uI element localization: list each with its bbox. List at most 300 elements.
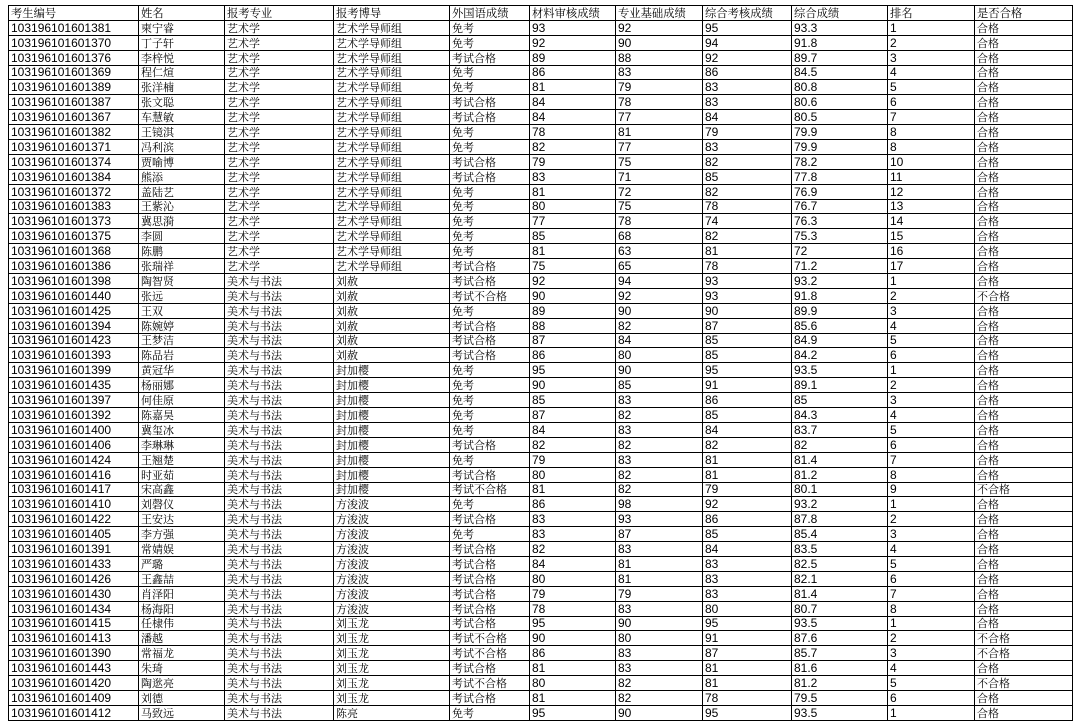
cell-comprehensive-assessment: 84 <box>703 422 792 437</box>
cell-major: 艺术学 <box>225 229 334 244</box>
cell-supervisor: 刘赦 <box>334 288 450 303</box>
cell-foreign-language: 免考 <box>450 35 530 50</box>
cell-major: 美术与书法 <box>225 616 334 631</box>
cell-comprehensive-assessment: 84 <box>703 542 792 557</box>
cell-candidate-id: 103196101601443 <box>9 661 139 676</box>
cell-supervisor: 方浚波 <box>334 527 450 542</box>
cell-name: 丁子轩 <box>139 35 225 50</box>
cell-rank: 4 <box>888 542 975 557</box>
cell-rank: 8 <box>888 125 975 140</box>
cell-overall-score: 80.8 <box>792 80 888 95</box>
cell-major: 美术与书法 <box>225 631 334 646</box>
table-row <box>9 408 1073 423</box>
cell-foreign-language: 考试合格 <box>450 318 530 333</box>
cell-candidate-id: 103196101601424 <box>9 452 139 467</box>
cell-foreign-language: 考试合格 <box>450 542 530 557</box>
cell-rank: 3 <box>888 393 975 408</box>
table-row <box>9 542 1073 557</box>
cell-foreign-language: 免考 <box>450 140 530 155</box>
cell-foreign-language: 免考 <box>450 303 530 318</box>
cell-professional-basics: 79 <box>616 80 703 95</box>
table-row <box>9 646 1073 661</box>
cell-material-review: 84 <box>530 110 616 125</box>
cell-professional-basics: 84 <box>616 333 703 348</box>
cell-supervisor: 方浚波 <box>334 497 450 512</box>
cell-candidate-id: 103196101601393 <box>9 348 139 363</box>
cell-major: 艺术学 <box>225 140 334 155</box>
cell-qualified: 合格 <box>975 199 1073 214</box>
cell-major: 美术与书法 <box>225 646 334 661</box>
cell-name: 马致远 <box>139 705 225 720</box>
cell-material-review: 80 <box>530 467 616 482</box>
cell-candidate-id: 103196101601383 <box>9 199 139 214</box>
cell-name: 熊添 <box>139 169 225 184</box>
cell-comprehensive-assessment: 85 <box>703 408 792 423</box>
cell-comprehensive-assessment: 95 <box>703 20 792 35</box>
cell-comprehensive-assessment: 95 <box>703 705 792 720</box>
cell-material-review: 79 <box>530 154 616 169</box>
cell-rank: 2 <box>888 35 975 50</box>
cell-overall-score: 80.1 <box>792 482 888 497</box>
cell-foreign-language: 考试不合格 <box>450 482 530 497</box>
cell-major: 美术与书法 <box>225 422 334 437</box>
cell-qualified: 合格 <box>975 140 1073 155</box>
cell-overall-score: 93.2 <box>792 274 888 289</box>
table-row <box>9 512 1073 527</box>
cell-foreign-language: 考试合格 <box>450 50 530 65</box>
cell-candidate-id: 103196101601420 <box>9 676 139 691</box>
cell-foreign-language: 免考 <box>450 214 530 229</box>
cell-overall-score: 77.8 <box>792 169 888 184</box>
cell-comprehensive-assessment: 86 <box>703 512 792 527</box>
cell-professional-basics: 90 <box>616 616 703 631</box>
cell-overall-score: 93.5 <box>792 363 888 378</box>
cell-candidate-id: 103196101601371 <box>9 140 139 155</box>
cell-rank: 5 <box>888 556 975 571</box>
cell-foreign-language: 考试合格 <box>450 616 530 631</box>
cell-name: 宋高鑫 <box>139 482 225 497</box>
cell-name: 刘德 <box>139 690 225 705</box>
cell-candidate-id: 103196101601373 <box>9 214 139 229</box>
cell-overall-score: 71.2 <box>792 259 888 274</box>
cell-candidate-id: 103196101601397 <box>9 393 139 408</box>
cell-candidate-id: 103196101601412 <box>9 705 139 720</box>
cell-supervisor: 艺术学导师组 <box>334 244 450 259</box>
cell-material-review: 95 <box>530 705 616 720</box>
cell-comprehensive-assessment: 78 <box>703 259 792 274</box>
cell-qualified: 合格 <box>975 95 1073 110</box>
cell-name: 李方强 <box>139 527 225 542</box>
cell-comprehensive-assessment: 79 <box>703 125 792 140</box>
cell-supervisor: 刘赦 <box>334 303 450 318</box>
cell-comprehensive-assessment: 92 <box>703 497 792 512</box>
cell-qualified: 合格 <box>975 601 1073 616</box>
cell-rank: 3 <box>888 527 975 542</box>
cell-overall-score: 84.2 <box>792 348 888 363</box>
cell-comprehensive-assessment: 74 <box>703 214 792 229</box>
cell-candidate-id: 103196101601433 <box>9 556 139 571</box>
cell-supervisor: 艺术学导师组 <box>334 110 450 125</box>
cell-name: 王梦洁 <box>139 333 225 348</box>
cell-supervisor: 封加樱 <box>334 452 450 467</box>
cell-professional-basics: 79 <box>616 586 703 601</box>
header-qualified: 是否合格 <box>975 6 1073 21</box>
cell-name: 张远 <box>139 288 225 303</box>
cell-name: 李梓悦 <box>139 50 225 65</box>
cell-qualified: 合格 <box>975 20 1073 35</box>
cell-supervisor: 艺术学导师组 <box>334 199 450 214</box>
cell-overall-score: 72 <box>792 244 888 259</box>
cell-material-review: 89 <box>530 303 616 318</box>
cell-foreign-language: 免考 <box>450 80 530 95</box>
cell-qualified: 合格 <box>975 467 1073 482</box>
cell-rank: 1 <box>888 274 975 289</box>
cell-rank: 3 <box>888 50 975 65</box>
table-row <box>9 214 1073 229</box>
table-row <box>9 497 1073 512</box>
cell-overall-score: 82.5 <box>792 556 888 571</box>
cell-professional-basics: 75 <box>616 199 703 214</box>
cell-major: 美术与书法 <box>225 288 334 303</box>
cell-overall-score: 87.6 <box>792 631 888 646</box>
cell-foreign-language: 免考 <box>450 199 530 214</box>
cell-qualified: 合格 <box>975 303 1073 318</box>
cell-name: 王镜淇 <box>139 125 225 140</box>
cell-professional-basics: 65 <box>616 259 703 274</box>
header-name: 姓名 <box>139 6 225 21</box>
cell-supervisor: 艺术学导师组 <box>334 125 450 140</box>
cell-qualified: 合格 <box>975 705 1073 720</box>
cell-supervisor: 刘玉龙 <box>334 616 450 631</box>
cell-overall-score: 81.4 <box>792 586 888 601</box>
table-row <box>9 661 1073 676</box>
cell-material-review: 87 <box>530 408 616 423</box>
cell-name: 冯利滨 <box>139 140 225 155</box>
cell-professional-basics: 94 <box>616 274 703 289</box>
cell-supervisor: 方浚波 <box>334 512 450 527</box>
cell-rank: 12 <box>888 184 975 199</box>
cell-candidate-id: 103196101601382 <box>9 125 139 140</box>
cell-professional-basics: 77 <box>616 110 703 125</box>
cell-qualified: 合格 <box>975 497 1073 512</box>
cell-major: 美术与书法 <box>225 601 334 616</box>
cell-rank: 4 <box>888 408 975 423</box>
table-row <box>9 393 1073 408</box>
table-row <box>9 184 1073 199</box>
cell-supervisor: 刘玉龙 <box>334 646 450 661</box>
cell-material-review: 84 <box>530 556 616 571</box>
cell-rank: 16 <box>888 244 975 259</box>
cell-major: 艺术学 <box>225 110 334 125</box>
cell-overall-score: 89.7 <box>792 50 888 65</box>
cell-professional-basics: 93 <box>616 512 703 527</box>
cell-professional-basics: 83 <box>616 65 703 80</box>
cell-candidate-id: 103196101601372 <box>9 184 139 199</box>
cell-overall-score: 76.7 <box>792 199 888 214</box>
cell-foreign-language: 考试合格 <box>450 169 530 184</box>
cell-candidate-id: 103196101601400 <box>9 422 139 437</box>
cell-comprehensive-assessment: 81 <box>703 676 792 691</box>
cell-candidate-id: 103196101601405 <box>9 527 139 542</box>
cell-rank: 14 <box>888 214 975 229</box>
cell-major: 艺术学 <box>225 95 334 110</box>
cell-qualified: 合格 <box>975 110 1073 125</box>
cell-candidate-id: 103196101601375 <box>9 229 139 244</box>
cell-foreign-language: 考试合格 <box>450 601 530 616</box>
cell-candidate-id: 103196101601416 <box>9 467 139 482</box>
cell-overall-score: 85 <box>792 393 888 408</box>
cell-overall-score: 82 <box>792 437 888 452</box>
header-row <box>9 6 1073 21</box>
cell-overall-score: 85.7 <box>792 646 888 661</box>
cell-material-review: 80 <box>530 571 616 586</box>
cell-comprehensive-assessment: 81 <box>703 244 792 259</box>
cell-foreign-language: 免考 <box>450 497 530 512</box>
cell-overall-score: 93.5 <box>792 705 888 720</box>
cell-material-review: 86 <box>530 348 616 363</box>
cell-name: 陈品岩 <box>139 348 225 363</box>
cell-qualified: 合格 <box>975 586 1073 601</box>
cell-candidate-id: 103196101601398 <box>9 274 139 289</box>
cell-rank: 6 <box>888 690 975 705</box>
cell-material-review: 92 <box>530 274 616 289</box>
cell-name: 盖陆艺 <box>139 184 225 199</box>
cell-name: 李琳琳 <box>139 437 225 452</box>
cell-professional-basics: 82 <box>616 467 703 482</box>
cell-name: 张文聪 <box>139 95 225 110</box>
cell-supervisor: 艺术学导师组 <box>334 35 450 50</box>
cell-candidate-id: 103196101601417 <box>9 482 139 497</box>
cell-qualified: 合格 <box>975 50 1073 65</box>
cell-candidate-id: 103196101601399 <box>9 363 139 378</box>
cell-supervisor: 刘玉龙 <box>334 631 450 646</box>
cell-overall-score: 93.3 <box>792 20 888 35</box>
cell-comprehensive-assessment: 82 <box>703 437 792 452</box>
cell-rank: 1 <box>888 363 975 378</box>
cell-candidate-id: 103196101601387 <box>9 95 139 110</box>
cell-comprehensive-assessment: 83 <box>703 95 792 110</box>
cell-comprehensive-assessment: 83 <box>703 571 792 586</box>
cell-supervisor: 方浚波 <box>334 586 450 601</box>
cell-professional-basics: 82 <box>616 676 703 691</box>
cell-professional-basics: 98 <box>616 497 703 512</box>
cell-supervisor: 封加樱 <box>334 378 450 393</box>
cell-overall-score: 80.6 <box>792 95 888 110</box>
cell-supervisor: 刘赦 <box>334 274 450 289</box>
table-row <box>9 631 1073 646</box>
cell-foreign-language: 考试合格 <box>450 95 530 110</box>
cell-foreign-language: 免考 <box>450 184 530 199</box>
header-comprehensive-assessment: 综合考核成绩 <box>703 6 792 21</box>
cell-material-review: 80 <box>530 676 616 691</box>
table-row <box>9 467 1073 482</box>
table-row <box>9 303 1073 318</box>
cell-rank: 7 <box>888 586 975 601</box>
cell-comprehensive-assessment: 85 <box>703 333 792 348</box>
cell-material-review: 83 <box>530 512 616 527</box>
cell-comprehensive-assessment: 83 <box>703 586 792 601</box>
cell-supervisor: 艺术学导师组 <box>334 80 450 95</box>
cell-major: 美术与书法 <box>225 690 334 705</box>
cell-qualified: 不合格 <box>975 646 1073 661</box>
table-row <box>9 80 1073 95</box>
cell-material-review: 81 <box>530 184 616 199</box>
cell-overall-score: 85.4 <box>792 527 888 542</box>
cell-material-review: 86 <box>530 646 616 661</box>
cell-comprehensive-assessment: 90 <box>703 303 792 318</box>
cell-comprehensive-assessment: 95 <box>703 616 792 631</box>
cell-foreign-language: 考试不合格 <box>450 676 530 691</box>
cell-comprehensive-assessment: 86 <box>703 65 792 80</box>
table-row <box>9 452 1073 467</box>
cell-qualified: 合格 <box>975 169 1073 184</box>
cell-supervisor: 艺术学导师组 <box>334 169 450 184</box>
cell-rank: 7 <box>888 452 975 467</box>
cell-qualified: 合格 <box>975 348 1073 363</box>
cell-overall-score: 76.3 <box>792 214 888 229</box>
cell-candidate-id: 103196101601413 <box>9 631 139 646</box>
cell-material-review: 78 <box>530 125 616 140</box>
cell-name: 王紫沁 <box>139 199 225 214</box>
cell-rank: 5 <box>888 333 975 348</box>
header-material-review: 材料审核成绩 <box>530 6 616 21</box>
cell-rank: 15 <box>888 229 975 244</box>
cell-material-review: 87 <box>530 333 616 348</box>
cell-candidate-id: 103196101601390 <box>9 646 139 661</box>
table-row <box>9 363 1073 378</box>
cell-qualified: 合格 <box>975 363 1073 378</box>
cell-material-review: 78 <box>530 601 616 616</box>
cell-candidate-id: 103196101601430 <box>9 586 139 601</box>
cell-rank: 8 <box>888 601 975 616</box>
cell-qualified: 合格 <box>975 274 1073 289</box>
cell-professional-basics: 81 <box>616 571 703 586</box>
cell-professional-basics: 63 <box>616 244 703 259</box>
cell-supervisor: 刘赦 <box>334 318 450 333</box>
cell-major: 美术与书法 <box>225 393 334 408</box>
cell-material-review: 82 <box>530 140 616 155</box>
cell-qualified: 合格 <box>975 393 1073 408</box>
cell-professional-basics: 90 <box>616 303 703 318</box>
cell-comprehensive-assessment: 82 <box>703 229 792 244</box>
table-row <box>9 20 1073 35</box>
table-row <box>9 378 1073 393</box>
cell-candidate-id: 103196101601406 <box>9 437 139 452</box>
table-row <box>9 527 1073 542</box>
cell-rank: 1 <box>888 20 975 35</box>
header-professional-basics: 专业基础成绩 <box>616 6 703 21</box>
cell-qualified: 合格 <box>975 542 1073 557</box>
cell-name: 肖泽阳 <box>139 586 225 601</box>
cell-material-review: 90 <box>530 378 616 393</box>
cell-major: 美术与书法 <box>225 437 334 452</box>
cell-qualified: 不合格 <box>975 482 1073 497</box>
cell-material-review: 81 <box>530 661 616 676</box>
cell-material-review: 77 <box>530 214 616 229</box>
cell-overall-score: 84.9 <box>792 333 888 348</box>
cell-supervisor: 艺术学导师组 <box>334 140 450 155</box>
cell-name: 贾喻博 <box>139 154 225 169</box>
cell-overall-score: 81.2 <box>792 676 888 691</box>
cell-name: 张洋楠 <box>139 80 225 95</box>
cell-supervisor: 方浚波 <box>334 556 450 571</box>
cell-professional-basics: 83 <box>616 452 703 467</box>
cell-major: 艺术学 <box>225 184 334 199</box>
cell-professional-basics: 83 <box>616 422 703 437</box>
cell-major: 艺术学 <box>225 20 334 35</box>
cell-rank: 1 <box>888 705 975 720</box>
cell-major: 美术与书法 <box>225 378 334 393</box>
cell-supervisor: 艺术学导师组 <box>334 20 450 35</box>
cell-comprehensive-assessment: 85 <box>703 527 792 542</box>
cell-supervisor: 封加樱 <box>334 482 450 497</box>
cell-foreign-language: 考试合格 <box>450 110 530 125</box>
cell-foreign-language: 考试合格 <box>450 154 530 169</box>
cell-rank: 3 <box>888 646 975 661</box>
cell-name: 何佳原 <box>139 393 225 408</box>
cell-rank: 7 <box>888 110 975 125</box>
cell-supervisor: 封加樱 <box>334 422 450 437</box>
cell-major: 美术与书法 <box>225 705 334 720</box>
cell-name: 车慧敏 <box>139 110 225 125</box>
cell-foreign-language: 考试不合格 <box>450 646 530 661</box>
cell-comprehensive-assessment: 92 <box>703 50 792 65</box>
table-row <box>9 437 1073 452</box>
cell-rank: 17 <box>888 259 975 274</box>
cell-major: 美术与书法 <box>225 363 334 378</box>
cell-major: 美术与书法 <box>225 556 334 571</box>
table-row <box>9 556 1073 571</box>
cell-qualified: 合格 <box>975 378 1073 393</box>
cell-overall-score: 76.9 <box>792 184 888 199</box>
cell-professional-basics: 90 <box>616 705 703 720</box>
cell-name: 冀玺冰 <box>139 422 225 437</box>
cell-candidate-id: 103196101601369 <box>9 65 139 80</box>
cell-major: 艺术学 <box>225 244 334 259</box>
cell-material-review: 81 <box>530 244 616 259</box>
cell-overall-score: 79.9 <box>792 140 888 155</box>
cell-qualified: 合格 <box>975 690 1073 705</box>
cell-foreign-language: 考试合格 <box>450 274 530 289</box>
cell-material-review: 83 <box>530 527 616 542</box>
cell-name: 王安达 <box>139 512 225 527</box>
cell-rank: 2 <box>888 512 975 527</box>
cell-candidate-id: 103196101601392 <box>9 408 139 423</box>
cell-overall-score: 93.5 <box>792 616 888 631</box>
cell-professional-basics: 77 <box>616 140 703 155</box>
cell-material-review: 84 <box>530 422 616 437</box>
cell-candidate-id: 103196101601440 <box>9 288 139 303</box>
cell-overall-score: 83.5 <box>792 542 888 557</box>
cell-rank: 2 <box>888 288 975 303</box>
cell-name: 黄冠华 <box>139 363 225 378</box>
cell-qualified: 合格 <box>975 184 1073 199</box>
cell-qualified: 合格 <box>975 556 1073 571</box>
cell-material-review: 82 <box>530 437 616 452</box>
table-row <box>9 95 1073 110</box>
cell-qualified: 合格 <box>975 422 1073 437</box>
cell-material-review: 90 <box>530 288 616 303</box>
cell-name: 常福龙 <box>139 646 225 661</box>
cell-qualified: 合格 <box>975 259 1073 274</box>
cell-comprehensive-assessment: 94 <box>703 35 792 50</box>
cell-qualified: 合格 <box>975 214 1073 229</box>
cell-supervisor: 封加樱 <box>334 467 450 482</box>
cell-foreign-language: 免考 <box>450 244 530 259</box>
cell-name: 程仁煊 <box>139 65 225 80</box>
cell-major: 美术与书法 <box>225 497 334 512</box>
table-row <box>9 35 1073 50</box>
